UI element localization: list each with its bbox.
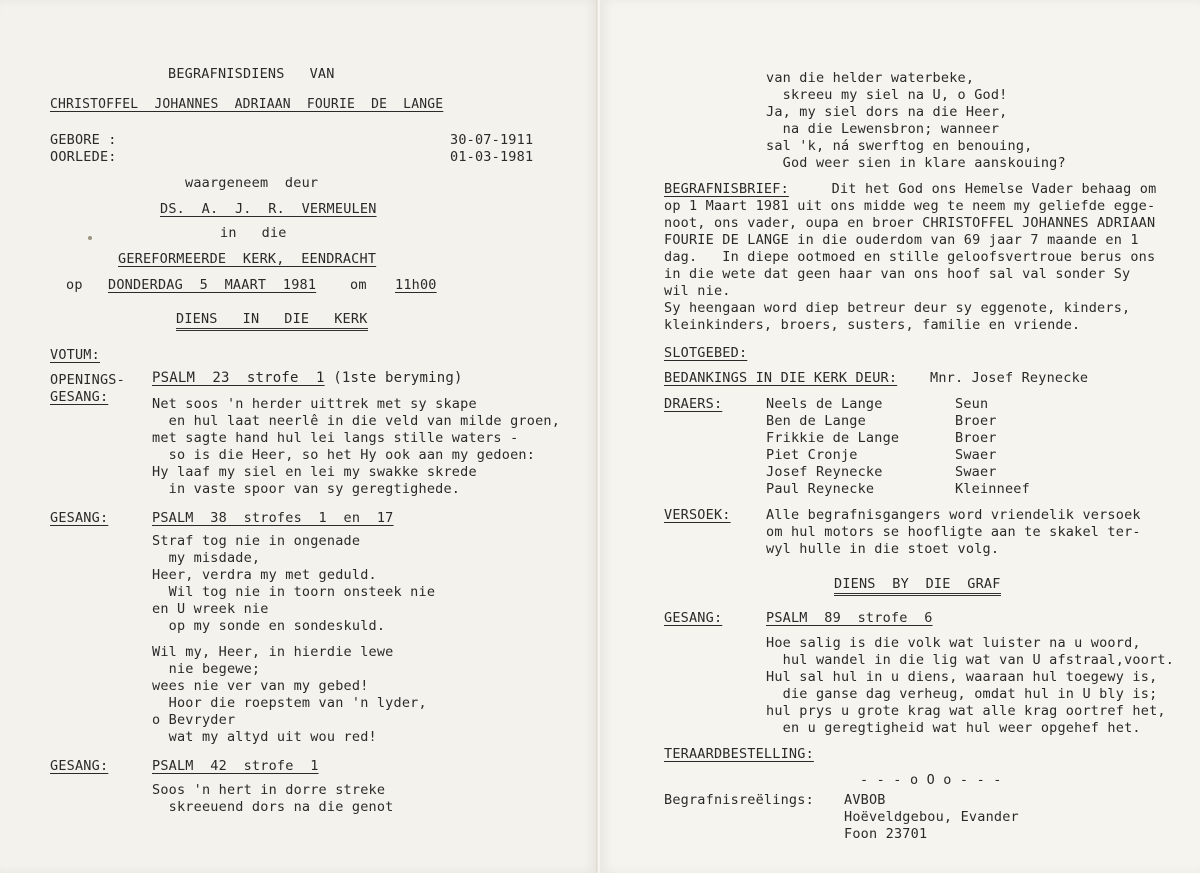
pallbearer-relation: Seun	[955, 396, 989, 412]
verse-line: Hoe salig is die volk wat luister na u woord,	[766, 635, 1141, 651]
funeral-letter-label: BEGRAFNISBRIEF:	[664, 181, 789, 197]
verse-line: Wil tog nie in toorn onsteek nie	[152, 584, 436, 600]
psalm-42-heading: PSALM 42 strofe 1	[152, 758, 319, 774]
pallbearer-name: Josef Reynecke	[766, 464, 883, 480]
died-date: 01-03-1981	[450, 149, 534, 165]
verse-line: Hoor die roepstem van 'n lyder,	[152, 695, 427, 711]
arrangements-label: Begrafnisreëlings:	[664, 792, 814, 808]
document-title: BEGRAFNISDIENS VAN	[168, 66, 335, 82]
gesang-label: GESANG:	[664, 610, 723, 626]
pallbearers-label: DRAERS:	[664, 396, 723, 412]
deceased-name: CHRISTOFFEL JOHANNES ADRIAAN FOURIE DE LANGE	[50, 97, 444, 112]
pallbearer-relation: Swaer	[955, 464, 997, 480]
minister-name: DS. A. J. R. VERMEULEN	[160, 201, 377, 217]
letter-line: Dit het God ons Hemelse Vader behaag om	[790, 181, 1157, 197]
letter-line: Sy heengaan word diep betreur deur sy eggenote, kinders,	[664, 300, 1131, 316]
letter-line: FOURIE DE LANGE in die ouderdom van 69 jaar 7 maande en 1	[664, 232, 1139, 248]
verse-line: hul wandel in die lig wat van U afstraal,voort.	[766, 652, 1175, 668]
psalm-42-text	[152, 782, 394, 816]
op-label: op	[66, 277, 83, 293]
verse-line: hul prys u grote krag wat alle krag oortref het,	[766, 703, 1166, 719]
pallbearer-relation: Kleinneef	[955, 481, 1030, 497]
verse-line: my misdade,	[152, 550, 261, 566]
pallbearer-relation: Swaer	[955, 447, 997, 463]
ornament-divider: - - - o O o - - -	[860, 772, 1002, 788]
section-church-service: DIENS IN DIE KERK	[176, 311, 368, 331]
opening-label-2: GESANG:	[50, 389, 109, 405]
verse-line: in vaste spoor van sy geregtighede.	[152, 481, 461, 497]
verse-line: Hy laaf my siel en lei my swakke skrede	[152, 464, 477, 480]
letter-line: noot, ons vader, oupa en broer CHRISTOFFEL JOHANNES ADRIAAN	[664, 215, 1156, 231]
verse-line: nie begewe;	[152, 661, 261, 677]
died-label: OORLEDE:	[50, 149, 117, 165]
pallbearer-relation: Broer	[955, 430, 997, 446]
verse-line: met sagte hand hul lei langs stille waters -	[152, 430, 519, 446]
born-date: 30-07-1911	[450, 132, 534, 148]
verse-line: en hul laat neerlê in die veld van milde groen,	[152, 413, 561, 429]
psalm-23-text	[152, 396, 560, 498]
request-text	[766, 507, 1141, 558]
psalm-42-continued	[766, 70, 1066, 172]
interment-label: TERAARDBESTELLING:	[664, 746, 814, 762]
om-label: om	[350, 277, 367, 293]
request-line: wyl hulle in die stoet volg.	[766, 541, 1000, 557]
thanks-label: BEDANKINGS IN DIE KERK DEUR:	[664, 370, 898, 386]
pallbearer-name: Neels de Lange	[766, 396, 883, 412]
verse-line: wat my altyd uit wou red!	[152, 729, 377, 745]
verse-line: en U wreek nie	[152, 601, 269, 617]
letter-line: dag. In diepe ootmoed en stille geloofsvertroue berus ons	[664, 249, 1156, 265]
pallbearers-names	[766, 396, 899, 498]
opening-label-1: OPENINGS-	[50, 372, 125, 388]
closing-prayer-label: SLOTGEBED:	[664, 345, 748, 361]
psalm-89-text	[766, 635, 1174, 737]
verse-line: o Bevryder	[152, 712, 236, 728]
undertaker-line: Hoëveldgebou, Evander	[844, 809, 1019, 825]
verse-line: na die Lewensbron; wanneer	[766, 121, 1000, 137]
service-time: 11h00	[395, 277, 437, 293]
undertaker-line: Foon 23701	[844, 826, 928, 842]
verse-line: Soos 'n hert in dorre streke	[152, 782, 386, 798]
verse-line: sal 'k, ná swerftog en benouing,	[766, 138, 1033, 154]
psalm-38-verse-17	[152, 644, 427, 746]
verse-line: Hul sal hul in u diens, waaraan hul toegewy is,	[766, 669, 1158, 685]
psalm-89-heading: PSALM 89 strofe 6	[766, 610, 933, 626]
request-line: om hul motors se hoofligte aan te skakel ter-	[766, 524, 1141, 540]
psalm-23-heading: PSALM 23 strofe 1 (1ste beryming)	[152, 370, 463, 386]
request-line: Alle begrafnisgangers word vriendelik versoek	[766, 507, 1141, 523]
gesang-label: GESANG:	[50, 758, 109, 774]
officiated-by: waargeneem deur	[185, 175, 319, 191]
right-page	[600, 0, 1200, 873]
pallbearers-relations	[955, 396, 1030, 498]
gesang-label: GESANG:	[50, 510, 109, 526]
undertaker-details	[844, 792, 1019, 843]
pallbearer-name: Paul Reynecke	[766, 481, 875, 497]
thanks-name: Mnr. Josef Reynecke	[930, 370, 1089, 386]
section-graveside-service: DIENS BY DIE GRAF	[834, 576, 1001, 596]
letter-line: wil nie.	[664, 283, 731, 299]
letter-line: in die wete dat geen haar van ons hoof sal val sonder Sy	[664, 266, 1131, 282]
service-day: DONDERDAG 5 MAART 1981	[108, 277, 317, 293]
verse-line: die ganse dag verheug, omdat hul in U bly is;	[766, 686, 1158, 702]
pallbearer-name: Piet Cronje	[766, 447, 858, 463]
verse-line: en u geregtigheid wat hul weer opgehef het.	[766, 720, 1141, 736]
pallbearer-name: Ben de Lange	[766, 413, 866, 429]
church-name: GEREFORMEERDE KERK, EENDRACHT	[118, 251, 377, 267]
left-page	[0, 0, 598, 873]
born-label: GEBORE :	[50, 132, 117, 148]
verse-line: op my sonde en sondeskuld.	[152, 618, 386, 634]
verse-line: God weer sien in klare aanskouing?	[766, 155, 1066, 171]
verse-line: wees nie ver van my gebed!	[152, 678, 369, 694]
in-the: in die	[220, 225, 287, 241]
verse-line: skreeuend dors na die genot	[152, 799, 394, 815]
votum-label: VOTUM:	[50, 347, 100, 363]
psalm-38-heading: PSALM 38 strofes 1 en 17	[152, 510, 394, 526]
paper-speck	[88, 236, 92, 240]
verse-line: Wil my, Heer, in hierdie lewe	[152, 644, 394, 660]
undertaker-line: AVBOB	[844, 792, 886, 808]
letter-line: kleinkinders, broers, susters, familie en vriende.	[664, 317, 1081, 333]
verse-line: skreeu my siel na U, o God!	[766, 87, 1008, 103]
letter-line: op 1 Maart 1981 uit ons midde weg te neem my geliefde egge-	[664, 198, 1156, 214]
funeral-letter-text	[664, 198, 1155, 334]
pallbearer-relation: Broer	[955, 413, 997, 429]
request-label: VERSOEK:	[664, 507, 731, 523]
verse-line: Heer, verdra my met geduld.	[152, 567, 377, 583]
verse-line: Straf tog nie in ongenade	[152, 533, 361, 549]
verse-line: Net soos 'n herder uittrek met sy skape	[152, 396, 477, 412]
verse-line: Ja, my siel dors na die Heer,	[766, 104, 1008, 120]
pallbearer-name: Frikkie de Lange	[766, 430, 900, 446]
verse-line: van die helder waterbeke,	[766, 70, 975, 86]
verse-line: so is die Heer, so het Hy ook aan my gedoen:	[152, 447, 536, 463]
psalm-38-verse-1	[152, 533, 435, 635]
